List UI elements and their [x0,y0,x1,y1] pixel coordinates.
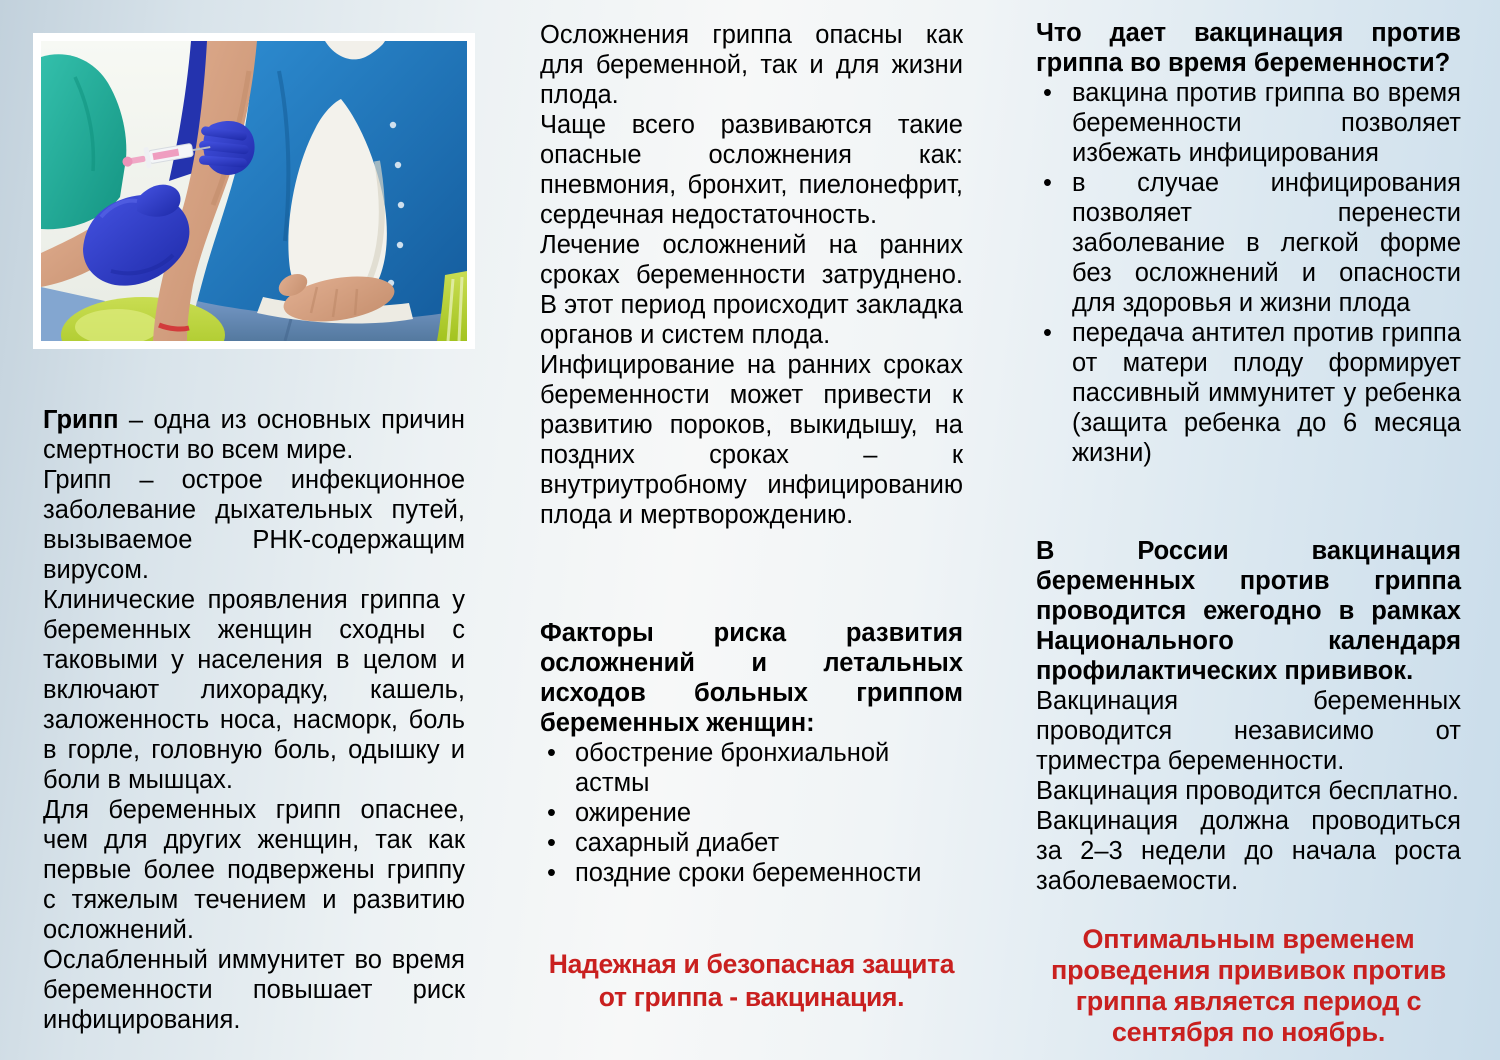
infection-risks-paragraph: Инфицирование на ранних сроках беременности может привести к развитию пороков, выкидышу, на поздних сроках – к внутриутробному инфицированию плода и мертворождению. [540,351,963,529]
vaccination-benefits-list [1036,78,1461,468]
national-calendar-paragraph: В России вакцинация беременных против гриппа проводится ежегодно в рамках Национального календаря профилактических прививок. [1036,537,1461,685]
optimal-timing-note: Оптимальным временем проведения прививок против гриппа является период с сентября по ноябрь. [1050,924,1447,1047]
list-item: • передача антител против гриппа от матери плоду формирует пассивный иммунитет у ребенка (защита ребенка до 6 месяца жизни) [1036,318,1461,468]
vaccination-benefits-heading: Что дает вакцинация против гриппа во время беременности? [1036,19,1461,77]
flu-symptoms-paragraph: Клинические проявления гриппа у беременных женщин сходны с таковыми у населения в целом и включают лихорадку, кашель, заложенность носа, насморк, боль в горле, головную боль, одышку и боли в мышцах. [43,586,465,794]
treatment-paragraph: Лечение осложнений на ранних сроках беременности затруднено. В этот период происходит закладка органов и систем плода. [540,231,963,349]
flu-term-rest: – одна из основных причин смертности во всем мире. [43,406,465,464]
list-item: • сахарный диабет [540,828,963,858]
vaccination-protection-note: Надежная и безопасная защита от гриппа - вакцинация. [548,949,955,1012]
panel-middle [540,0,963,1060]
list-item: • обострение бронхиальной астмы [540,738,963,798]
timing-paragraph: Вакцинация должна проводиться за 2–3 недели до начала роста заболеваемости. [1036,807,1461,895]
list-item: • в случае инфицирования позволяет перенести заболевание в легкой форме без осложнений и опасности для здоровья и жизни плода [1036,168,1461,318]
complications-danger-paragraph: Осложнения гриппа опасны как для беременной, так и для жизни плода. [540,21,963,109]
flu-danger-paragraph: Для беременных грипп опаснее, чем для других женщин, так как первые более подвержены гриппу с тяжелым течением и развитию осложнений. [43,796,465,944]
list-item: • вакцина против гриппа во время беременности позволяет избежать инфицирования [1036,78,1461,168]
flu-immunity-paragraph: Ослабленный иммунитет во время беременности повышает риск инфицирования. [43,946,465,1034]
list-item: • поздние сроки беременности [540,858,963,888]
flu-definition-paragraph [43,405,465,465]
risk-factors-list [540,738,963,888]
flu-term-lead: Грипп [43,406,119,434]
panel-left [43,0,465,1060]
flu-virus-paragraph: Грипп – острое инфекционное заболевание дыхательных путей, вызываемое РНК-содержащим вирусом. [43,466,465,584]
risk-factors-heading: Факторы риска развития осложнений и летальных исходов больных гриппом беременных женщин: [540,619,963,737]
list-item: • ожирение [540,798,963,828]
photo-illustration [41,41,467,341]
vaccination-photo [33,33,475,349]
panel-right [1036,0,1461,1060]
trimester-paragraph: Вакцинация беременных проводится независимо от триместра беременности. [1036,687,1461,775]
free-vaccination-paragraph: Вакцинация проводится бесплатно. [1036,777,1460,805]
complications-list-paragraph: Чаще всего развиваются такие опасные осложнения как: пневмония, бронхит, пиелонефрит, сердечная недостаточность. [540,111,963,229]
